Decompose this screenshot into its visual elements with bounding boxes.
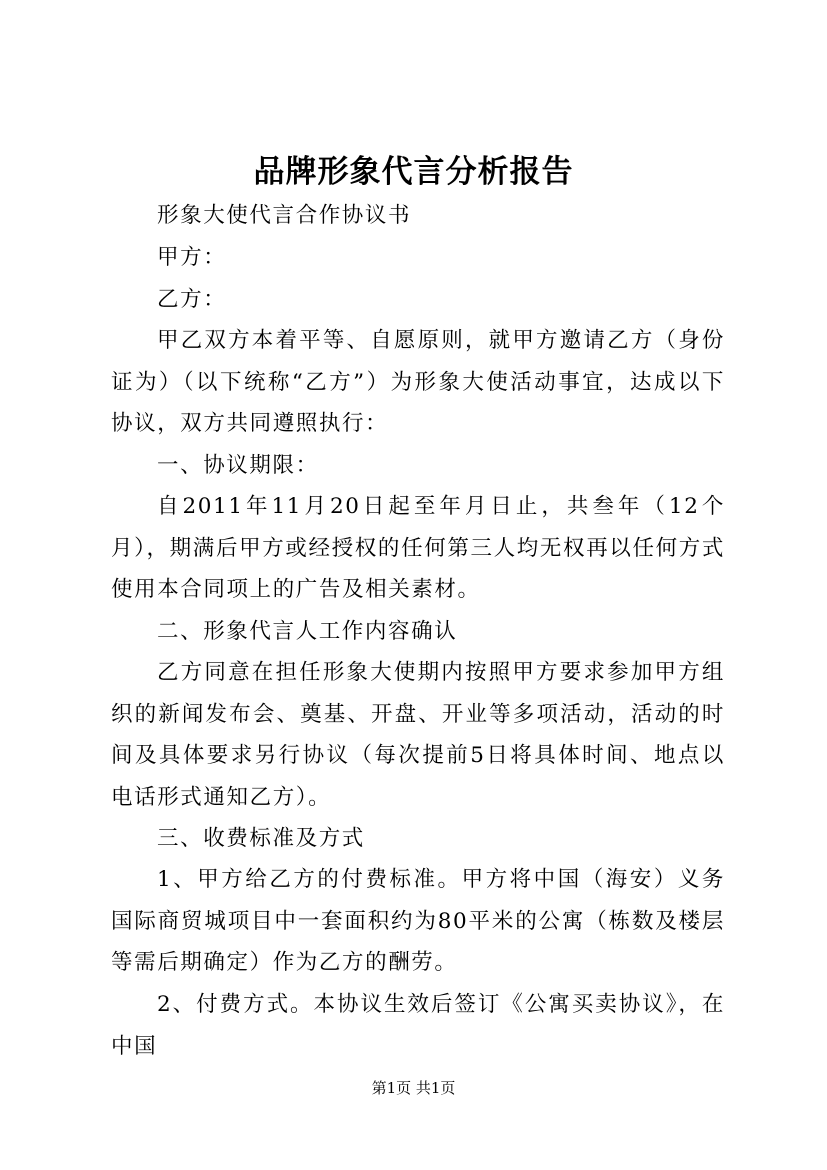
party-a-label: 甲方：: [157, 245, 227, 270]
page-footer: 第1页 共1页: [371, 1079, 456, 1097]
document-title: 品牌形象代言分析报告: [253, 154, 574, 190]
payment-method-paragraph: 2、付费方式。本协议生效后签订《公寓买卖协议》，在中国: [111, 992, 725, 1059]
section-heading-fees: 三、收费标准及方式: [157, 826, 365, 851]
party-b-label: 乙方：: [157, 287, 227, 312]
fee-standard-paragraph: 1、甲方给乙方的付费标准。甲方将中国（海安）义务国际商贸城项目中一套面积约为80平米的公寓（栋数及楼层等需后期确定）作为乙方的酬劳。: [111, 867, 725, 975]
section-heading-term: 一、协议期限：: [157, 453, 319, 478]
subtitle-paragraph: 形象大使代言合作协议书: [157, 203, 412, 228]
term-paragraph: 自2011年11月20日起至年月日止，共叁年（12个月），期满后甲方或经授权的任何第三人均无权再以任何方式使用本合同项上的广告及相关素材。: [111, 494, 725, 602]
work-paragraph: 乙方同意在担任形象大使期内按照甲方要求参加甲方组织的新闻发布会、奠基、开盘、开业等多项活动，活动的时间及具体要求另行协议（每次提前5日将具体时间、地点以电话形式通知乙方）。: [111, 660, 725, 810]
section-heading-work: 二、形象代言人工作内容确认: [157, 619, 458, 644]
intro-paragraph: 甲乙双方本着平等、自愿原则，就甲方邀请乙方（身份证为）（以下统称“乙方”）为形象大使活动事宜，达成以下协议，双方共同遵照执行：: [111, 328, 725, 436]
